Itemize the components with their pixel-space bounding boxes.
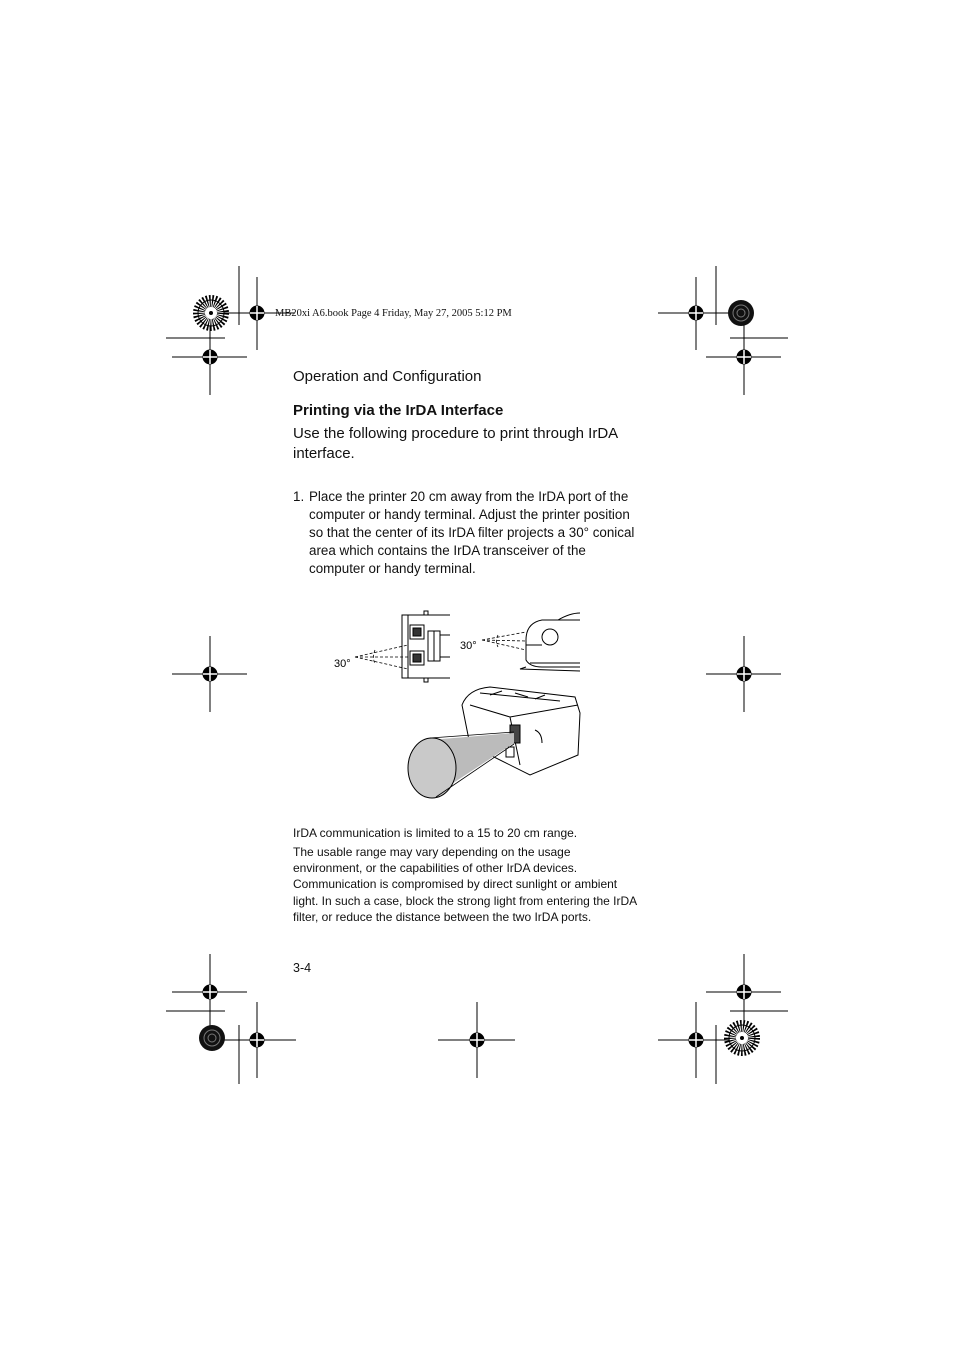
crosshair-mark bbox=[706, 636, 781, 712]
crosshair-mark bbox=[706, 320, 781, 395]
starburst-mark bbox=[729, 1025, 755, 1051]
book-header-info: MB20xi A6.book Page 4 Friday, May 27, 2005 5:12 PM bbox=[275, 308, 512, 319]
irda-cone-right bbox=[482, 632, 526, 650]
starburst-mark bbox=[198, 300, 224, 326]
angle-label-left: 30° bbox=[334, 658, 351, 670]
rosette-mark bbox=[199, 1025, 225, 1051]
crosshair-mark bbox=[658, 277, 732, 350]
irda-alignment-illustration bbox=[330, 605, 590, 805]
crosshair-mark bbox=[438, 1002, 515, 1078]
crosshair-mark bbox=[706, 954, 781, 1030]
procedure-step-1 bbox=[293, 488, 638, 578]
angle-label-right: 30° bbox=[460, 640, 477, 652]
step-text: Place the printer 20 cm away from the IrDA port of the computer or handy terminal. Adjust the printer position so that the center of its IrDA filter projects a 30° conical area which contains the IrDA transceiver of the computer or handy terminal. bbox=[309, 489, 635, 576]
printer-side-view bbox=[402, 611, 450, 682]
step-number: 1. bbox=[293, 489, 305, 504]
crosshair-mark bbox=[220, 1002, 296, 1078]
crosshair-mark bbox=[172, 954, 247, 1030]
intro-paragraph: Use the following procedure to print through IrDA interface. bbox=[293, 425, 618, 462]
irda-beam-cone bbox=[408, 732, 514, 798]
crosshair-mark bbox=[172, 320, 247, 395]
crosshair-mark bbox=[658, 1002, 734, 1078]
irda-cone-left bbox=[355, 645, 408, 669]
rosette-mark bbox=[728, 300, 754, 326]
page-number: 3-4 bbox=[293, 961, 312, 975]
page-heading: Printing via the IrDA Interface bbox=[293, 402, 504, 419]
section-title: Operation and Configuration bbox=[293, 368, 482, 385]
usage-note: The usable range may vary depending on the usage environment, or the capabilities of other IrDA devices. Communication is compromised by direct sunlight or ambient light. In such a case, block the strong light from entering the IrDA filter, or reduce the distance between the two IrDA ports. bbox=[293, 845, 637, 924]
printer-head-view bbox=[520, 613, 580, 671]
range-note: IrDA communication is limited to a 15 to 20 cm range. bbox=[293, 826, 578, 840]
crosshair-mark bbox=[172, 636, 247, 712]
